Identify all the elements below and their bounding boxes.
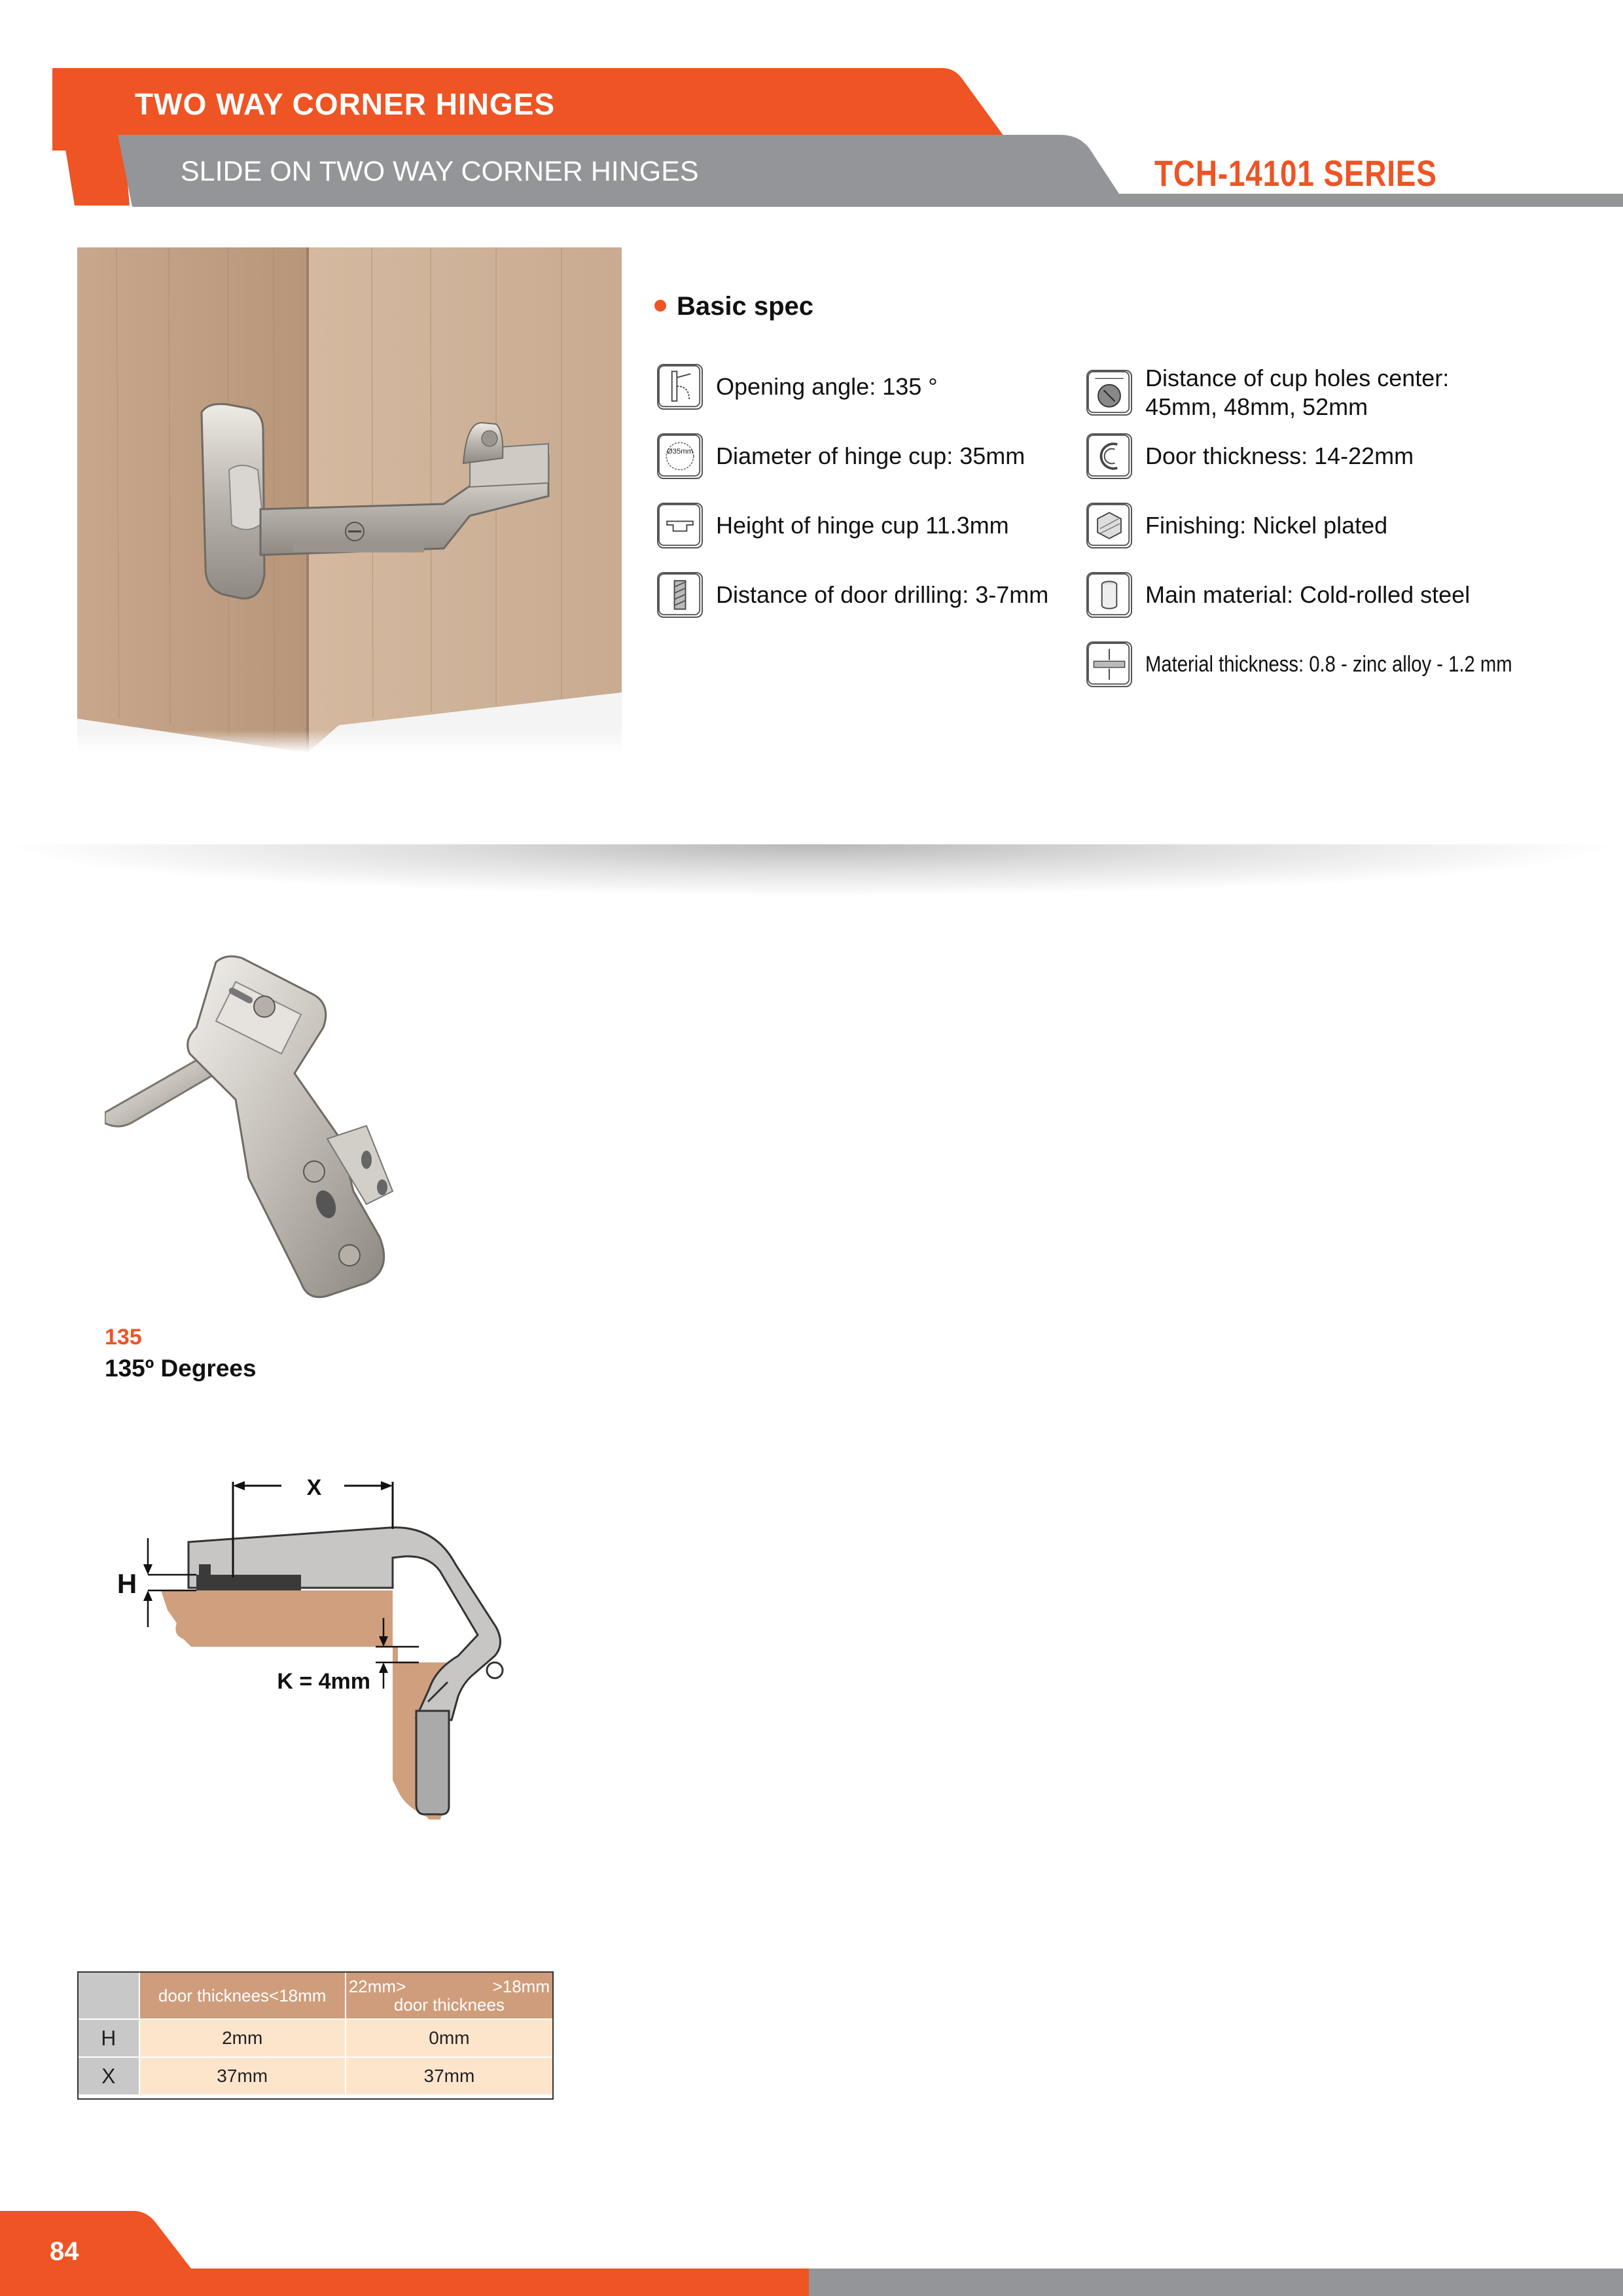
spec-label: Door thickness: 14-22mm [1145, 442, 1414, 469]
spec-label: Main material: Cold-rolled steel [1145, 581, 1471, 608]
table-header-row [78, 1972, 553, 2019]
section-divider [0, 844, 1623, 897]
product-code: 135 [105, 1325, 142, 1350]
spec-label-group [1145, 364, 1449, 422]
spec-cup-holes-center [1086, 364, 1449, 422]
spec-cup-diameter [657, 433, 1025, 479]
cup-holes-center-icon [1086, 370, 1132, 416]
table-header-left: 22mm> [348, 1977, 406, 1996]
finishing-icon [1086, 503, 1132, 548]
page-title: TWO WAY CORNER HINGES [135, 87, 556, 121]
hinge-photo [77, 247, 622, 753]
spec-main-material [1086, 572, 1470, 618]
spec-door-drilling [657, 572, 1048, 618]
table-row [78, 2057, 553, 2095]
table-row-label: H [78, 2019, 139, 2057]
spec-label: Distance of door drilling: 3-7mm [716, 581, 1049, 608]
door-thickness-icon [1086, 433, 1132, 479]
x-dimension-label: X [306, 1475, 322, 1500]
door-drilling-icon [657, 572, 703, 618]
spec-cup-height [657, 503, 1009, 548]
product-degrees-label: 135º Degrees [105, 1355, 257, 1382]
dimension-table [77, 1971, 554, 2096]
hinge-dimension-diagram [105, 1466, 537, 1820]
spec-opening-angle [657, 364, 938, 410]
cup-diameter-icon-text: Ø35mm [666, 448, 694, 456]
bullet-icon [654, 300, 666, 312]
footer-bar [0, 2211, 1623, 2296]
page-number: 84 [50, 2237, 79, 2266]
table-corner [78, 1972, 139, 2019]
table-row-label: X [78, 2057, 139, 2095]
spec-title [654, 292, 813, 321]
spec-material-thickness [1086, 641, 1572, 687]
table-header-bottom: door thicknees [393, 1995, 505, 2015]
material-thickness-icon [1086, 641, 1132, 687]
spec-label-values: 45mm, 48mm, 52mm [1145, 393, 1368, 420]
table-cell: 37mm [139, 2057, 346, 2095]
series-label: TCH-14101 SERIES [1154, 152, 1437, 194]
table-cell: 0mm [346, 2019, 553, 2057]
table-header-right: >18mm [492, 1977, 550, 1996]
main-material-icon [1086, 572, 1132, 618]
table-cell: 37mm [346, 2057, 553, 2095]
opening-angle-icon [657, 364, 703, 410]
spec-label: Finishing: Nickel plated [1145, 512, 1388, 539]
spec-finishing [1086, 503, 1387, 548]
spec-door-thickness [1086, 433, 1414, 479]
k-dimension-label: K = 4mm [277, 1669, 370, 1694]
spec-label: Opening angle: 135 ° [716, 373, 938, 400]
spec-label: Material thickness: 0.8 - zinc alloy - 1.2 mm [1145, 652, 1512, 677]
spec-label: Height of hinge cup 11.3mm [716, 512, 1009, 539]
h-dimension-label: H [116, 1568, 137, 1599]
spec-label: Diameter of hinge cup: 35mm [716, 442, 1026, 469]
hinge-product-image [105, 942, 524, 1335]
table-header [346, 1972, 553, 2019]
table-cell: 2mm [139, 2019, 346, 2057]
spec-title-text: Basic spec [677, 292, 814, 321]
cup-diameter-icon [657, 433, 703, 479]
page-subtitle: SLIDE ON TWO WAY CORNER HINGES [181, 156, 699, 187]
table-header: door thicknees<18mm [139, 1972, 346, 2019]
spec-label: Distance of cup holes center: [1145, 365, 1450, 391]
table-row [78, 2019, 553, 2057]
cup-height-icon [657, 503, 703, 548]
